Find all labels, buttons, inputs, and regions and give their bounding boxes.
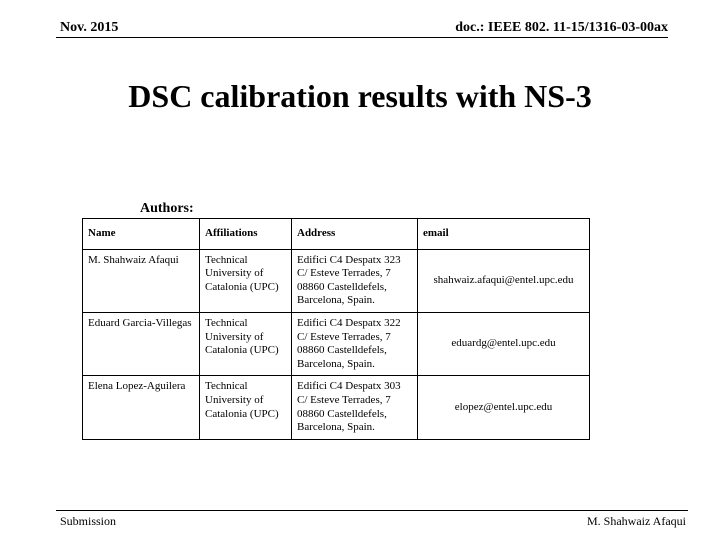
header-divider xyxy=(56,37,668,38)
column-header-address: Address xyxy=(292,219,418,250)
slide-title: DSC calibration results with NS-3 xyxy=(128,78,592,114)
author-email: elopez@entel.upc.edu xyxy=(418,376,590,439)
authors-label: Authors: xyxy=(140,201,194,216)
authors-table xyxy=(82,218,590,440)
author-affiliation: Technical University of Catalonia (UPC) xyxy=(200,249,292,312)
table-row xyxy=(83,376,590,439)
author-email: eduardg@entel.upc.edu xyxy=(418,312,590,375)
table-row xyxy=(83,249,590,312)
column-header-name: Name xyxy=(83,219,200,250)
author-name: Eduard Garcia-Villegas xyxy=(83,312,200,375)
column-header-affiliations: Affiliations xyxy=(200,219,292,250)
header-doc-id: doc.: IEEE 802. 11-15/1316-03-00ax xyxy=(455,20,668,35)
author-address: Edifici C4 Despatx 322 C/ Esteve Terrades, 7 08860 Castelldefels, Barcelona, Spain. xyxy=(292,312,418,375)
footer-divider xyxy=(56,510,688,511)
author-affiliation: Technical University of Catalonia (UPC) xyxy=(200,312,292,375)
author-name: Elena Lopez-Aguilera xyxy=(83,376,200,439)
author-affiliation: Technical University of Catalonia (UPC) xyxy=(200,376,292,439)
table-header-row xyxy=(83,219,590,250)
footer-author: M. Shahwaiz Afaqui xyxy=(587,514,686,528)
author-address: Edifici C4 Despatx 323 C/ Esteve Terrades, 7 08860 Castelldefels, Barcelona, Spain. xyxy=(292,249,418,312)
footer-submission: Submission xyxy=(60,514,117,528)
column-header-email: email xyxy=(418,219,590,250)
author-name: M. Shahwaiz Afaqui xyxy=(83,249,200,312)
header-date: Nov. 2015 xyxy=(60,20,119,35)
author-email: shahwaiz.afaqui@entel.upc.edu xyxy=(418,249,590,312)
author-address: Edifici C4 Despatx 303 C/ Esteve Terrades, 7 08860 Castelldefels, Barcelona, Spain. xyxy=(292,376,418,439)
table-row xyxy=(83,312,590,375)
